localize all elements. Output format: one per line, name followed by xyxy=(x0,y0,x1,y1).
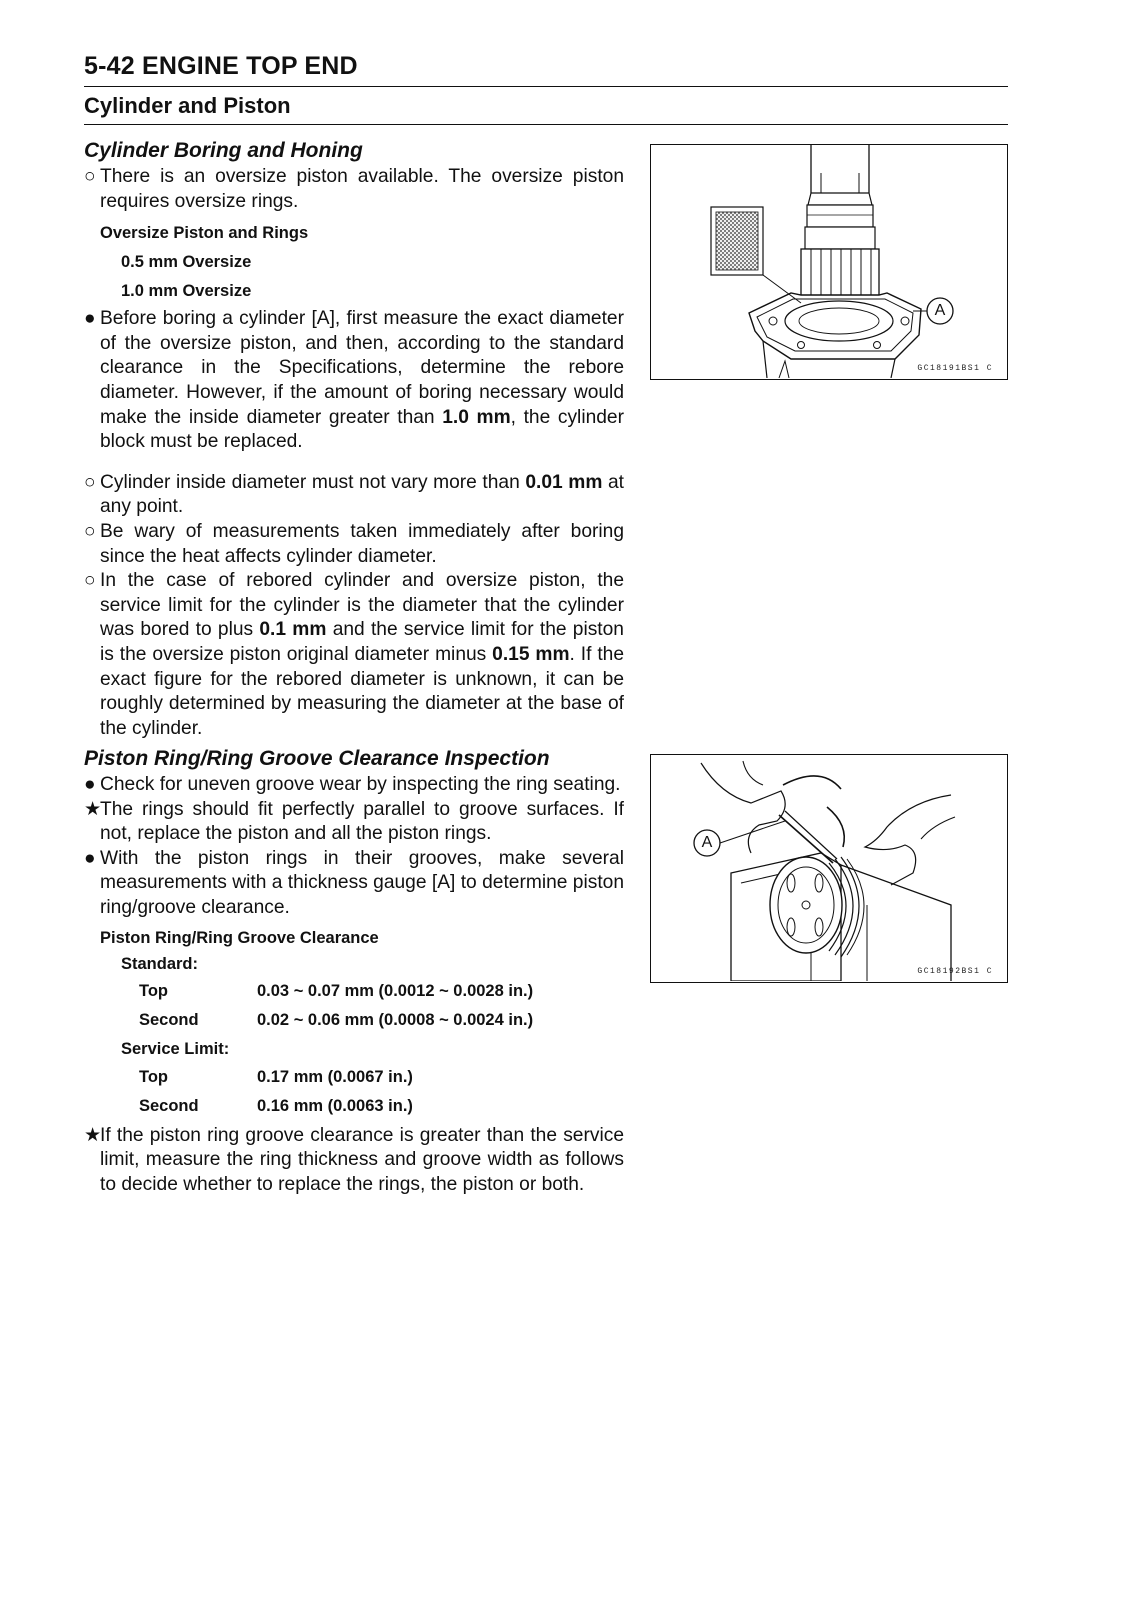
circle-marker: ○ xyxy=(84,570,96,592)
bullet-marker: ● xyxy=(84,308,96,330)
ring-paragraph-1: ● Check for uneven groove wear by inspecting the ring seating. xyxy=(84,773,624,798)
boring-paragraph-5: ○ In the case of rebored cylinder and oversize piston, the service limit for the cylinder is the diameter that the cylinder was bored to plus 0.1 mm and the service limit for the piston is the oversize piston original diameter minus 0.15 mm. If the exact figure for the rebored diameter is unknown, it can be roughly determined by measuring the diameter at the base of the cylinder. xyxy=(84,570,625,739)
bullet-marker: ● xyxy=(84,774,96,795)
header-rule-top xyxy=(84,86,1008,87)
ring-clearance-illustration xyxy=(651,755,1006,981)
service-limit-label: Service Limit: xyxy=(121,1039,230,1058)
boring-paragraph-4: ○ Be wary of measurements taken immediately after boring since the heat affects cylinder diameter. xyxy=(84,520,624,567)
callout-a-label: A xyxy=(934,302,946,319)
boring-paragraph-1: ○ There is an oversize piston available. The oversize piston requires oversize rings. xyxy=(84,166,624,212)
standard-row-top: Top 0.03 ~ 0.07 mm (0.0012 ~ 0.0028 in.) xyxy=(139,981,534,1000)
boring-section xyxy=(84,138,624,741)
bullet-marker: ● xyxy=(84,847,96,869)
page-title: 5-42 ENGINE TOP END xyxy=(84,52,358,80)
figure-code: GC18192BS1 C xyxy=(917,967,993,976)
diameter-variance-value: 0.01 mm xyxy=(525,471,603,493)
oversize-item-2: 1.0 mm Oversize xyxy=(121,282,252,301)
circle-marker: ○ xyxy=(84,471,96,493)
clearance-spec-block xyxy=(84,925,624,1121)
oversize-item-1: 0.5 mm Oversize xyxy=(121,253,252,272)
limit-row-second: Second 0.16 mm (0.0063 in.) xyxy=(139,1096,413,1115)
header-rule-bottom xyxy=(84,124,1008,125)
star-marker: ★ xyxy=(84,798,102,820)
callout-a-label: A xyxy=(701,834,713,851)
ring-paragraph-3: ● With the piston rings in their grooves, make several measurements with a thickness gauge [A] to determine piston ring/groove clearance. xyxy=(84,847,624,918)
limit-row-top: Top 0.17 mm (0.0067 in.) xyxy=(139,1067,413,1086)
section-title: Cylinder and Piston xyxy=(84,93,291,118)
figure-ring-clearance xyxy=(650,754,1008,983)
ring-heading: Piston Ring/Ring Groove Clearance Inspection xyxy=(84,747,550,770)
figure-cylinder-boring xyxy=(650,144,1008,380)
star-marker: ★ xyxy=(84,1124,102,1146)
cylinder-boring-illustration xyxy=(651,145,1006,378)
boring-heading: Cylinder Boring and Honing xyxy=(84,139,363,162)
boring-paragraph-3: ○ Cylinder inside diameter must not vary more than 0.01 mm at any point. xyxy=(84,471,624,518)
oversize-spec-title: Oversize Piston and Rings xyxy=(100,224,309,243)
circle-marker: ○ xyxy=(84,166,96,187)
max-oversize-value: 1.0 mm xyxy=(442,406,511,428)
ring-section xyxy=(84,746,624,1197)
ring-paragraph-2: ★ The rings should fit perfectly parallel to groove surfaces. If not, replace the piston and all the piston rings. xyxy=(84,798,624,845)
standard-label: Standard: xyxy=(121,954,199,973)
circle-marker: ○ xyxy=(84,520,96,542)
ring-paragraph-4: ★ If the piston ring groove clearance is greater than the service limit, measure the ring thickness and groove width as follows to decide whether to replace the rings, the piston or both. xyxy=(84,1124,624,1195)
clearance-spec-title: Piston Ring/Ring Groove Clearance xyxy=(100,928,379,947)
boring-paragraph-2: ● Before boring a cylinder [A], first measure the exact diameter of the oversize piston, and then, according to the standard clearance in the Specifications, determine the rebore diameter. However, if the amount of boring necessary would make the inside diameter greater than 1.0 mm, the cylinder block must be replaced. xyxy=(84,308,624,453)
standard-row-second: Second 0.02 ~ 0.06 mm (0.0008 ~ 0.0024 in.) xyxy=(139,1010,534,1029)
oversize-spec-block xyxy=(84,219,624,306)
figure-code: GC18191BS1 C xyxy=(917,364,993,373)
